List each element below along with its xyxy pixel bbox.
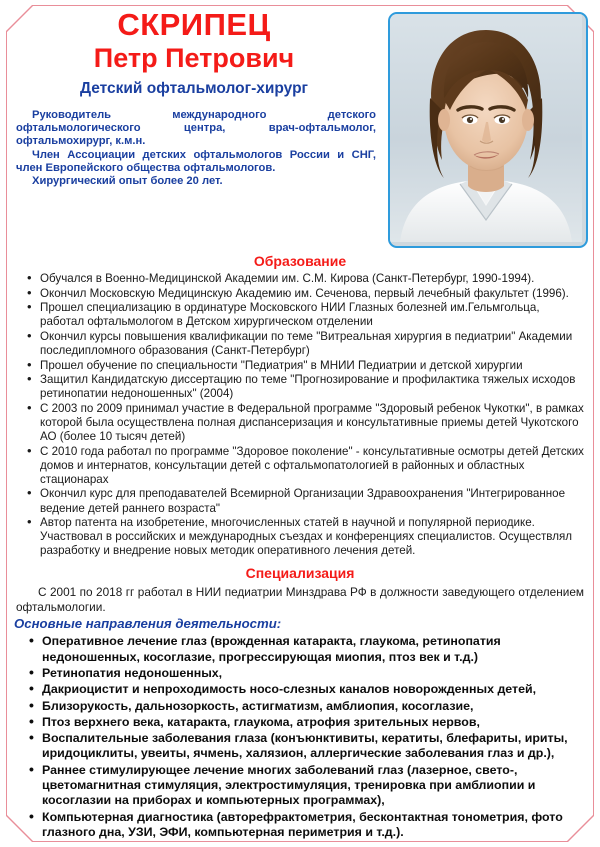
header-block — [0, 0, 600, 250]
list-item: • Раннее стимулирующее лечение многих заболеваний глаз (лазерное, свето-, цветомагнитная стимуляция, электростимуляция, тренировка при амблиопии и косоглазии на приборах и компьютерных программах), — [42, 763, 586, 809]
list-item: • Компьютерная диагностика (авторефрактометрия, бесконтактная тонометрия, фото глазного дна, УЗИ, ЭФИ, компьютерная периметрия и т.д.). — [42, 810, 586, 841]
list-item: • С 2003 по 2009 принимал участие в Федеральной программе "Здоровый ребенок Чукотки", в рамках которой была осуществлена полная диспансеризация и консультативные приемы детей Чукотского АО (более 10 тысяч детей) — [40, 402, 586, 444]
intro-line-2: Член Ассоциации детских офтальмологов России и СНГ, член Европейского общества офтальмологов. — [16, 148, 376, 174]
education-list — [0, 272, 600, 558]
intro-line-3: Хирургический опыт более 20 лет. — [32, 175, 223, 188]
doctor-specialty-title: Детский офтальмолог-хирург — [79, 80, 308, 97]
list-item: • Птоз верхнего века, катаракта, глаукома, атрофия зрительных нервов, — [42, 715, 586, 730]
portrait-illustration — [390, 14, 582, 242]
education-heading: Образование — [253, 253, 347, 269]
list-item: • Окончил Московскую Медицинскую Академию им. Сеченова, первый лечебный факультет (1996). — [40, 287, 586, 301]
title-column — [10, 8, 378, 188]
directions-heading: Основные направления деятельности: — [14, 616, 282, 632]
list-item: • Прошел специализацию в ординатуре Московского НИИ Глазных болезней им.Гельмгольца, работал офтальмологом в Детском хирургическом отделении — [40, 301, 586, 329]
list-item: • Окончил курс для преподавателей Всемирной Организации Здравоохранения "Интегрированное ведение детей раннего возраста" — [40, 487, 586, 515]
doctor-intro-block — [10, 109, 378, 188]
list-item: • Оперативное лечение глаз (врожденная катаракта, глаукома, ретинопатия недоношенных, косоглазие, прогрессирующая миопия, птоз век и т.д.) — [42, 634, 586, 665]
doctor-first-patronymic: Петр Петрович — [93, 43, 295, 73]
intro-line-1: Руководитель международного детского офтальмологического центра, врач-офтальмолог, офтальмохирург, к.м.н. — [16, 109, 376, 148]
list-item: • Окончил курсы повышения квалификации по теме "Витреальная хирургия в педиатрии" Академии последипломного образования (Санкт-Петербург) — [40, 330, 586, 358]
specialization-summary-text: С 2001 по 2018 гг работал в НИИ педиатрии Минздрава РФ в должности заведующего отделением офтальмологии. — [16, 585, 584, 614]
doctor-portrait-photo — [388, 12, 588, 248]
specialization-heading: Специализация — [245, 565, 355, 582]
specialization-list — [0, 634, 600, 840]
specialization-summary — [16, 585, 584, 614]
list-item: • Автор патента на изобретение, многочисленных статей в научной и популярной периодике. Участвовал в российских и международных съездах и конференциях специалистов. Осуществлял разработку и внедрение новых методик оперативного лечения детей. — [40, 516, 586, 558]
list-item: • Дакриоцистит и непроходимость носо-слезных каналов новорожденных детей, — [42, 682, 586, 697]
list-item: • Воспалительные заболевания глаза (конъюнктивиты, кератиты, блефариты, ириты, иридоциклиты, увеиты, ячмень, халязион, аллергические заболевания глаз и др.), — [42, 731, 586, 762]
list-item: • С 2010 года работал по программе "Здоровое поколение" - консультативные осмотры детей Детских домов и интернатов, консультации детей с офтальмопатологией в районных и областных стационарах — [40, 445, 586, 487]
list-item: • Защитил Кандидатскую диссертацию по теме "Прогнозирование и профилактика тяжелых исходов ретинопатии недоношенных" (2004) — [40, 373, 586, 401]
doctor-last-name: СКРИПЕЦ — [117, 7, 271, 42]
list-item: • Ретинопатия недоношенных, — [42, 666, 586, 681]
list-item: • Близорукость, дальнозоркость, астигматизм, амблиопия, косоглазие, — [42, 699, 586, 714]
list-item: • Обучался в Военно-Медицинской Академии им. С.М. Кирова (Санкт-Петербург, 1990-1994). — [40, 272, 586, 286]
list-item: • Прошел обучение по специальности "Педиатрия" в МНИИ Педиатрии и детской хирургии — [40, 359, 586, 373]
